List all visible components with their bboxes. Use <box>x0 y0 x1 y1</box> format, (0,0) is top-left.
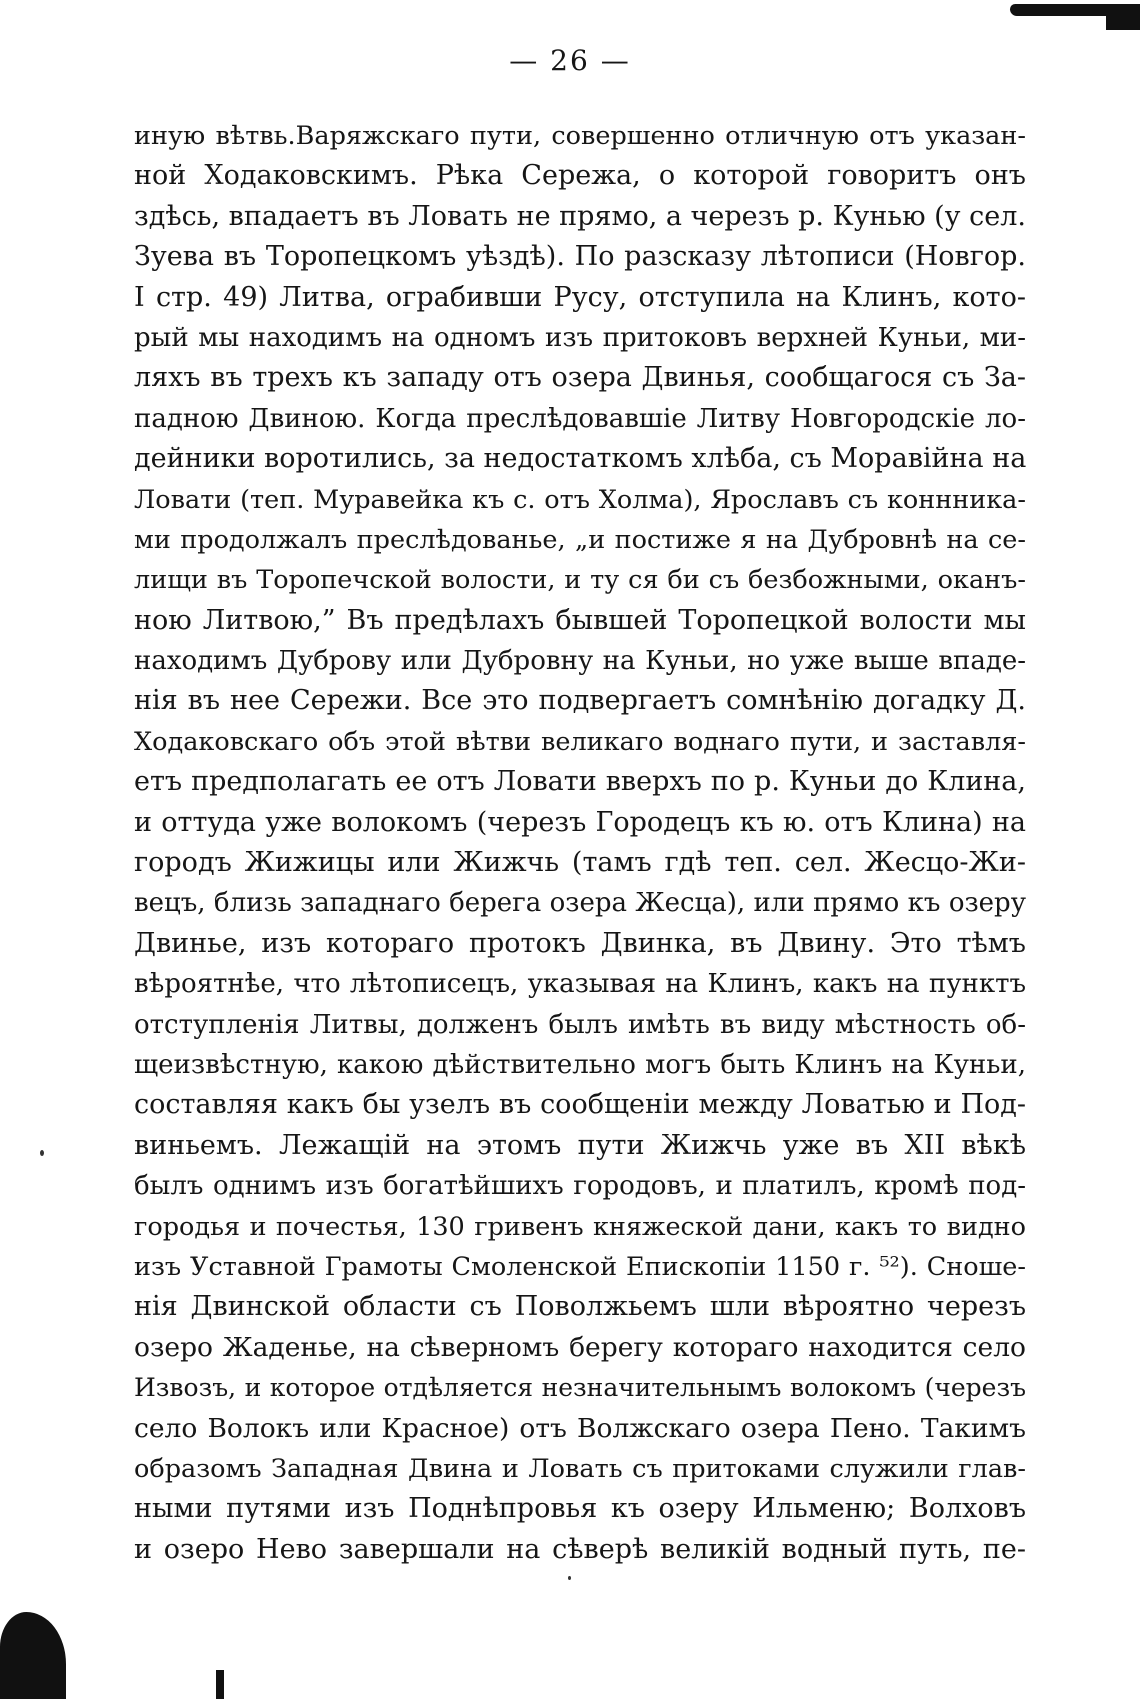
scan-speck <box>568 1576 571 1580</box>
text-line: рый мы находимъ на одномъ изъ притоковъ верхней Куньи, ми- <box>134 322 1026 353</box>
text-line: село Волокъ или Красное) отъ Волжскаго озера Пено. Такимъ <box>134 1412 1026 1444</box>
text-line: I стр. 49) Литва, ограбивши Русу, отступила на Клинъ, кото- <box>134 281 1026 313</box>
text-line: и озеро Нево завершали на сѣверѣ великій водный путь, пе- <box>134 1533 1026 1565</box>
text-line: вецъ, близь западнаго берега озера Жесца), или прямо къ озеру <box>134 888 1026 919</box>
text-line: составляя какъ бы узелъ въ сообщеніи между Ловатью и Под- <box>134 1089 1026 1121</box>
text-line: дейники воротились, за недостаткомъ хлѣба, съ Моравійна на <box>134 443 1027 475</box>
scan-speck <box>40 1150 44 1156</box>
text-line: отступленія Литвы, долженъ былъ имѣть въ виду мѣстность об- <box>134 1009 1026 1040</box>
scan-artifact-top-right-edge <box>1106 14 1140 30</box>
text-line: Ловати (теп. Муравейка къ с. отъ Холма), Ярославъ съ коннника- <box>134 484 1026 515</box>
text-line: Ходаковскаго объ этой вѣтви великаго воднаго пути, и заставля- <box>134 726 1026 757</box>
text-line: городъ Жижицы или Жижчь (тамъ гдѣ теп. сел. Жесцо-Жи- <box>134 847 1026 879</box>
text-line: нія Двинской области съ Поволжьемъ шли вѣроятно черезъ <box>134 1291 1026 1323</box>
text-line: и оттуда уже волокомъ (черезъ Городецъ къ ю. отъ Клина) на <box>134 806 1026 838</box>
text-line: иную вѣтвь.Варяжскаго пути, совершенно отличную отъ указан- <box>134 121 1026 151</box>
page-number: — 26 — <box>509 44 631 77</box>
text-line: ной Ходаковскимъ. Рѣка Сережа, о которой говоритъ онъ <box>134 160 1026 192</box>
text-line: Двинье, изъ котораго протокъ Двинка, въ Двину. Это тѣмъ <box>134 927 1026 959</box>
text-line: ными путями изъ Поднѣпровья къ озеру Ильменю; Волховъ <box>134 1493 1026 1525</box>
text-line: здѣсь, впадаетъ въ Ловать не прямо, а черезъ р. Кунью (у сел. <box>134 200 1026 232</box>
text-line: Зуева въ Торопецкомъ уѣздѣ). По разсказу лѣтописи (Новгор. <box>134 241 1026 273</box>
text-line: ляхъ въ трехъ къ западу отъ озера Двинья, сообщагося съ За- <box>134 362 1026 394</box>
text-line: падною Двиною. Когда преслѣдовавшіе Литву Новгородскіе ло- <box>134 403 1026 434</box>
text-line: виньемъ. Лежащій на этомъ пути Жижчь уже въ XII вѣкѣ <box>134 1129 1026 1161</box>
text-line: образомъ Западная Двина и Ловать съ притоками служили глав- <box>134 1453 1026 1484</box>
text-line: изъ Уставной Грамоты Смоленской Епископіи 1150 г. ⁵²). Сноше- <box>134 1251 1026 1282</box>
text-line: находимъ Дуброву или Дубровну на Куньи, но уже выше впаде- <box>134 646 1026 677</box>
text-line: етъ предполагать ее отъ Ловати вверхъ по р. Куньи до Клина, <box>134 766 1026 798</box>
text-line: щеизвѣстную, какою дѣйствительно могъ быть Клинъ на Куньи, <box>134 1049 1026 1080</box>
text-line: вѣроятнѣе, что лѣтописецъ, указывая на Клинъ, какъ на пунктъ <box>134 969 1026 1000</box>
scan-artifact-bottom-left <box>0 1612 66 1699</box>
text-line: озеро Жаденье, на сѣверномъ берегу котораго находится село <box>134 1331 1026 1363</box>
scan-artifact-bottom-tick <box>216 1670 224 1699</box>
text-line: лищи въ Торопечской волости, и ту ся би съ безбожными, оканъ- <box>134 565 1026 596</box>
text-line: нія въ нее Сережи. Все это подвергаетъ сомнѣнію догадку Д. <box>134 685 1026 717</box>
text-line: Извозъ, и которое отдѣляется незначительнымъ волокомъ (черезъ <box>134 1373 1026 1403</box>
text-line: ною Литвою,” Въ предѣлахъ бывшей Торопецкой волости мы <box>134 604 1026 636</box>
body-text <box>134 116 1026 1570</box>
text-line: ми продолжалъ преслѣдованье, „и постиже я на Дубровнѣ на се- <box>134 524 1026 555</box>
text-line: городья и почестья, 130 гривенъ княжеской дани, какъ то видно <box>134 1211 1026 1242</box>
text-line: былъ однимъ изъ богатѣйшихъ городовъ, и платилъ, кромѣ под- <box>134 1171 1026 1202</box>
